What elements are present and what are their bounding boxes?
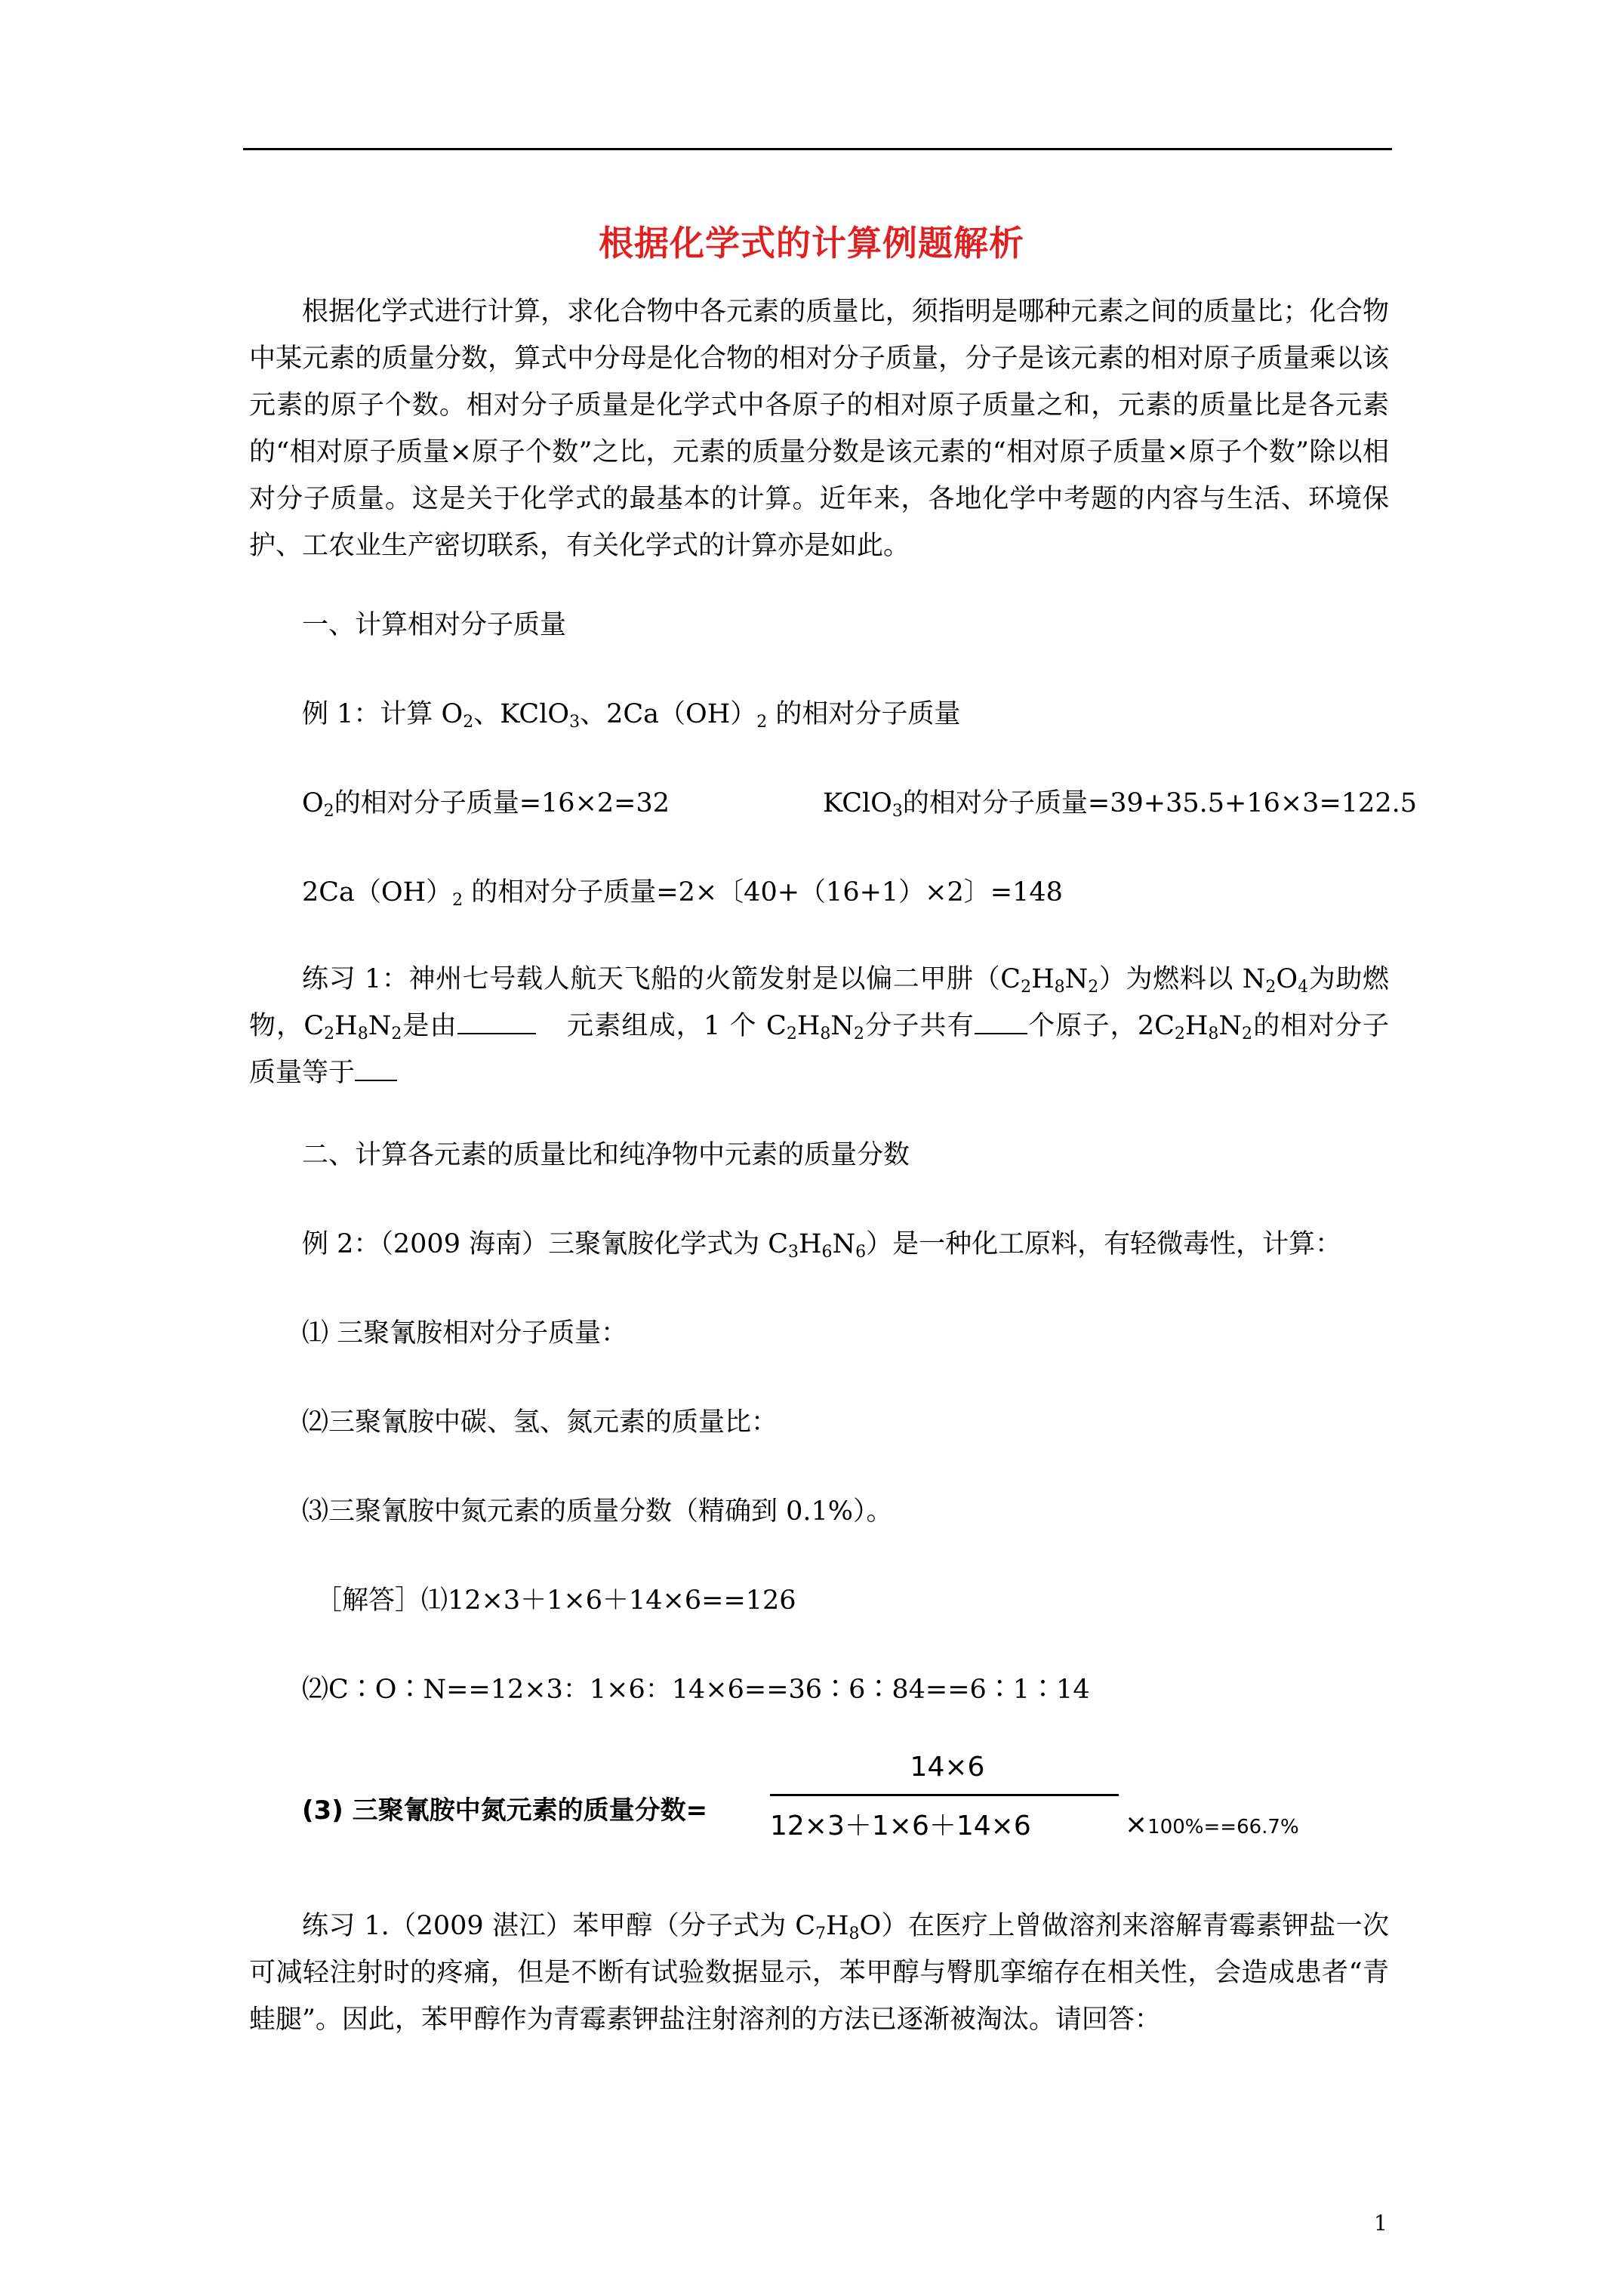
formula-result: ×100%==66.7%	[1125, 1809, 1299, 1840]
answer-2: ⑵C∶O∶N==12×3：1×6：14×6==36∶6∶84==6∶1∶14	[302, 1675, 1090, 1705]
answer-1: ［解答］⑴12×3＋1×6＋14×6==126	[316, 1586, 796, 1616]
answer-blank-elements	[457, 1010, 536, 1034]
practice-1: 练习 1：神州七号载人航天飞船的火箭发射是以偏二甲肼$(C_2H_8N_2)$为燃料以 $N_2O_4$为助燃物，$C_2H_8N_2$是由 元素组成，1 个 $C_2H_8N_2$分子共有 个原子，$2C_2H_8N_2$的相对分子质量等于	[249, 964, 1389, 1088]
answer-blank-atoms	[975, 1010, 1027, 1034]
example-2: 例 2：（2009 海南）三聚氰胺化学式为 $C_3H_6N_6$）是一种化工原料，有轻微毒性，计算：	[302, 1229, 1342, 1262]
formula-numerator: 14×6	[910, 1752, 985, 1783]
calc-caoh2: $2Ca(OH)_2$ 的相对分子质量=2×〔40+（16+1）×2〕=148	[302, 877, 1063, 910]
question-2: ⑵三聚氰胺中碳、氢、氮元素的质量比：	[302, 1407, 778, 1438]
section-2-heading: 二、计算各元素的质量比和纯净物中元素的质量分数	[302, 1140, 910, 1170]
intro-paragraph: 根据化学式进行计算，求化合物中各元素的质量比，须指明是哪种元素之间的质量比；化合物中某元素的质量分数，算式中分母是化合物的相对分子质量，分子是该元素的相对原子质量乘以该元素的原子个数。相对分子质量是化学式中各原子的相对原子质量之和，元素的质量比是各元素的“相对原子质量×原子个数”之比，元素的质量分数是该元素的“相对原子质量×原子个数”除以相对分子质量。这是关于化学式的最基本的计算。近年来，各地化学中考题的内容与生活、环境保护、工农业生产密切联系，有关化学式的计算亦是如此。	[249, 297, 1389, 561]
page-title: 根据化学式的计算例题解析	[599, 223, 1024, 264]
calc-kclo3: KClO$_3$的相对分子质量=39+35.5+16×3=122.5	[823, 788, 1417, 821]
answer-blank-mass	[355, 1057, 397, 1081]
example-1: 例 1：计算 $O_2$、KClO$_3$、$2Ca(OH)_2$ 的相对分子质量	[302, 699, 961, 732]
question-3: ⑶三聚氰胺中氮元素的质量分数（精确到 0.1%）。	[302, 1496, 893, 1527]
practice-2: 练习 1.（2009 湛江）苯甲醇（分子式为 $C_7H_8O$）在医疗上曾做溶剂来溶解青霉素钾盐一次可减轻注射时的疼痛，但是不断有试验数据显示，苯甲醇与臀肌挛缩存在相关性，会造成患者“青蛙腿”。因此，苯甲醇作为青霉素钾盐注射溶剂的方法已逐渐被淘汰。请回答：	[249, 1911, 1390, 2035]
page-number: 1	[1374, 2211, 1387, 2236]
header-rule	[243, 148, 1392, 150]
formula-denominator: 12×3＋1×6＋14×6	[770, 1811, 1031, 1841]
mass-fraction-formula	[302, 1752, 1298, 1842]
question-1: ⑴ 三聚氰胺相对分子质量：	[302, 1318, 628, 1348]
fraction-bar	[770, 1794, 1119, 1796]
formula-label: (3) 三聚氰胺中氮元素的质量分数=	[302, 1795, 708, 1826]
calc-o2: $O_2$的相对分子质量=16×2=32	[302, 788, 670, 821]
section-1-heading: 一、计算相对分子质量	[302, 610, 567, 640]
